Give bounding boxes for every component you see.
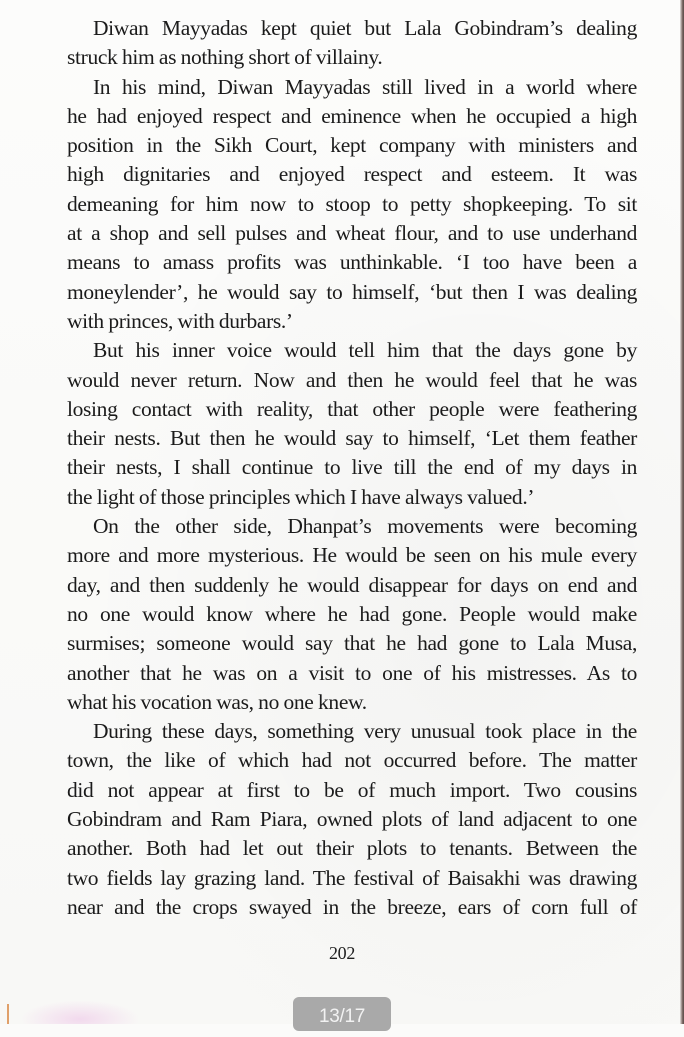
text-line: would never return. Now and then he would feel that he was bbox=[67, 367, 637, 392]
image-counter-badge: 13/17 bbox=[293, 997, 391, 1031]
text-line: losing contact with reality, that other people were feathering bbox=[67, 396, 637, 421]
text-line: he had enjoyed respect and eminence when he occupied a high bbox=[67, 103, 637, 128]
page-edge-shadow bbox=[680, 0, 684, 1024]
text-line: demeaning for him now to stoop to petty shopkeeping. To sit bbox=[67, 191, 637, 216]
page-text-body bbox=[67, 14, 637, 922]
text-line: near and the crops swayed in the breeze, ears of corn full of bbox=[67, 894, 637, 919]
text-line: In his mind, Diwan Mayyadas still lived in a world where bbox=[93, 74, 637, 99]
text-line: surmises; someone would say that he had gone to Lala Musa, bbox=[67, 631, 637, 656]
text-line: the light of those principles which I have always valued.’ bbox=[67, 484, 535, 509]
text-line: at a shop and sell pulses and wheat flour, and to use underhand bbox=[67, 221, 637, 246]
text-line: means to amass profits was unthinkable. ‘I too have been a bbox=[67, 250, 637, 275]
text-line: day, and then suddenly he would disappear for days on end and bbox=[67, 572, 637, 597]
text-line: moneylender’, he would say to himself, ‘but then I was dealing bbox=[67, 279, 637, 304]
text-line: position in the Sikh Court, kept company with ministers and bbox=[67, 133, 637, 158]
text-line: no one would know where he had gone. People would make bbox=[67, 601, 637, 626]
text-line: town, the like of which had not occurred before. The matter bbox=[67, 748, 637, 773]
text-line: did not appear at first to be of much import. Two cousins bbox=[67, 777, 637, 802]
text-line: what his vocation was, no one knew. bbox=[67, 689, 367, 714]
text-line: two fields lay grazing land. The festival of Baisakhi was drawing bbox=[67, 865, 637, 890]
text-line: high dignitaries and enjoyed respect and esteem. It was bbox=[67, 162, 637, 187]
text-line: another. Both had let out their plots to tenants. Between the bbox=[67, 836, 637, 861]
text-line: their nests. But then he would say to himself, ‘Let them feather bbox=[67, 426, 637, 451]
text-line: more and more mysterious. He would be seen on his mule every bbox=[67, 543, 637, 568]
text-line: On the other side, Dhanpat’s movements were becoming bbox=[93, 514, 637, 539]
text-line: their nests, I shall continue to live till the end of my days in bbox=[67, 455, 637, 480]
photo-edge-mark bbox=[7, 1004, 9, 1024]
text-line: Gobindram and Ram Piara, owned plots of land adjacent to one bbox=[67, 807, 637, 832]
photo-smudge bbox=[20, 1000, 140, 1024]
text-line: with princes, with durbars.’ bbox=[67, 308, 293, 333]
text-line: another that he was on a visit to one of his mistresses. As to bbox=[67, 660, 637, 685]
page-number: 202 bbox=[328, 943, 356, 963]
text-line: But his inner voice would tell him that the days gone by bbox=[93, 338, 637, 363]
text-line: During these days, something very unusual took place in the bbox=[93, 719, 637, 744]
text-line: Diwan Mayyadas kept quiet but Lala Gobindram’s dealing bbox=[93, 16, 637, 40]
text-line: struck him as nothing short of villainy. bbox=[67, 45, 383, 70]
